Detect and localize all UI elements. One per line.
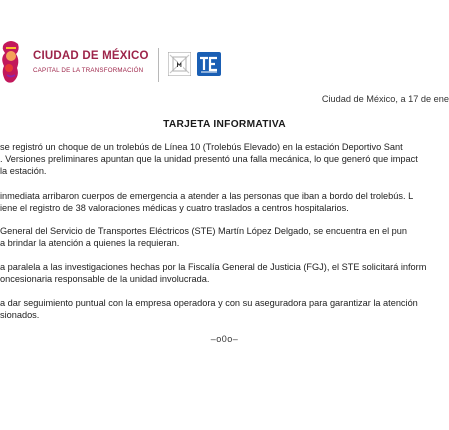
paragraph-5 <box>0 297 449 321</box>
ste-logo-icon <box>197 52 221 76</box>
paragraph-3 <box>0 225 449 249</box>
brand-subtitle: CAPITAL DE LA TRANSFORMACIÓN <box>33 67 144 74</box>
brand-title: CIUDAD DE MÉXICO <box>33 50 149 62</box>
dateline: Ciudad de México, a 17 de ene <box>321 94 449 104</box>
paragraph-line: sionados. <box>0 310 40 320</box>
paragraph-line: General del Servicio de Transportes Eléctricos (STE) Martín López Delgado, se encuentra en el pun <box>0 226 408 236</box>
letterhead <box>0 38 449 90</box>
paragraph-1 <box>0 141 449 177</box>
paragraph-2 <box>0 190 449 214</box>
paragraph-line: iene el registro de 38 valoraciones médicas y cuatro traslados a centros hospitalarios. <box>0 203 349 213</box>
paragraph-line: a brindar la atención a quienes la requieran. <box>0 238 180 248</box>
metro-logo-icon <box>168 52 191 76</box>
paragraph-line: a paralela a las investigaciones hechas por la Fiscalía General de Justicia (FGJ), el STE solicitará inform <box>0 262 427 272</box>
paragraph-line: oncesionaria responsable de la unidad involucrada. <box>0 274 210 284</box>
paragraph-4 <box>0 261 449 285</box>
paragraph-line: . Versiones preliminares apuntan que la unidad presentó una falla mecánica, lo que generó que impact <box>0 154 418 164</box>
document-title: TARJETA INFORMATIVA <box>163 119 286 130</box>
paragraph-line: se registró un choque de un trolebús de Línea 10 (Trolebús Elevado) en la estación Deportivo Sant <box>0 142 403 152</box>
header-divider <box>158 48 159 82</box>
paragraph-line: inmediata arribaron cuerpos de emergencia a atender a las personas que iban a bordo del trolebús. L <box>0 191 414 201</box>
paragraph-line: a dar seguimiento puntual con la empresa operadora y con su aseguradora para garantizar la atención <box>0 298 418 308</box>
closing-mark: –o0o– <box>210 334 239 344</box>
cdmx-emblem-icon <box>0 38 22 86</box>
paragraph-line: la estación. <box>0 166 47 176</box>
